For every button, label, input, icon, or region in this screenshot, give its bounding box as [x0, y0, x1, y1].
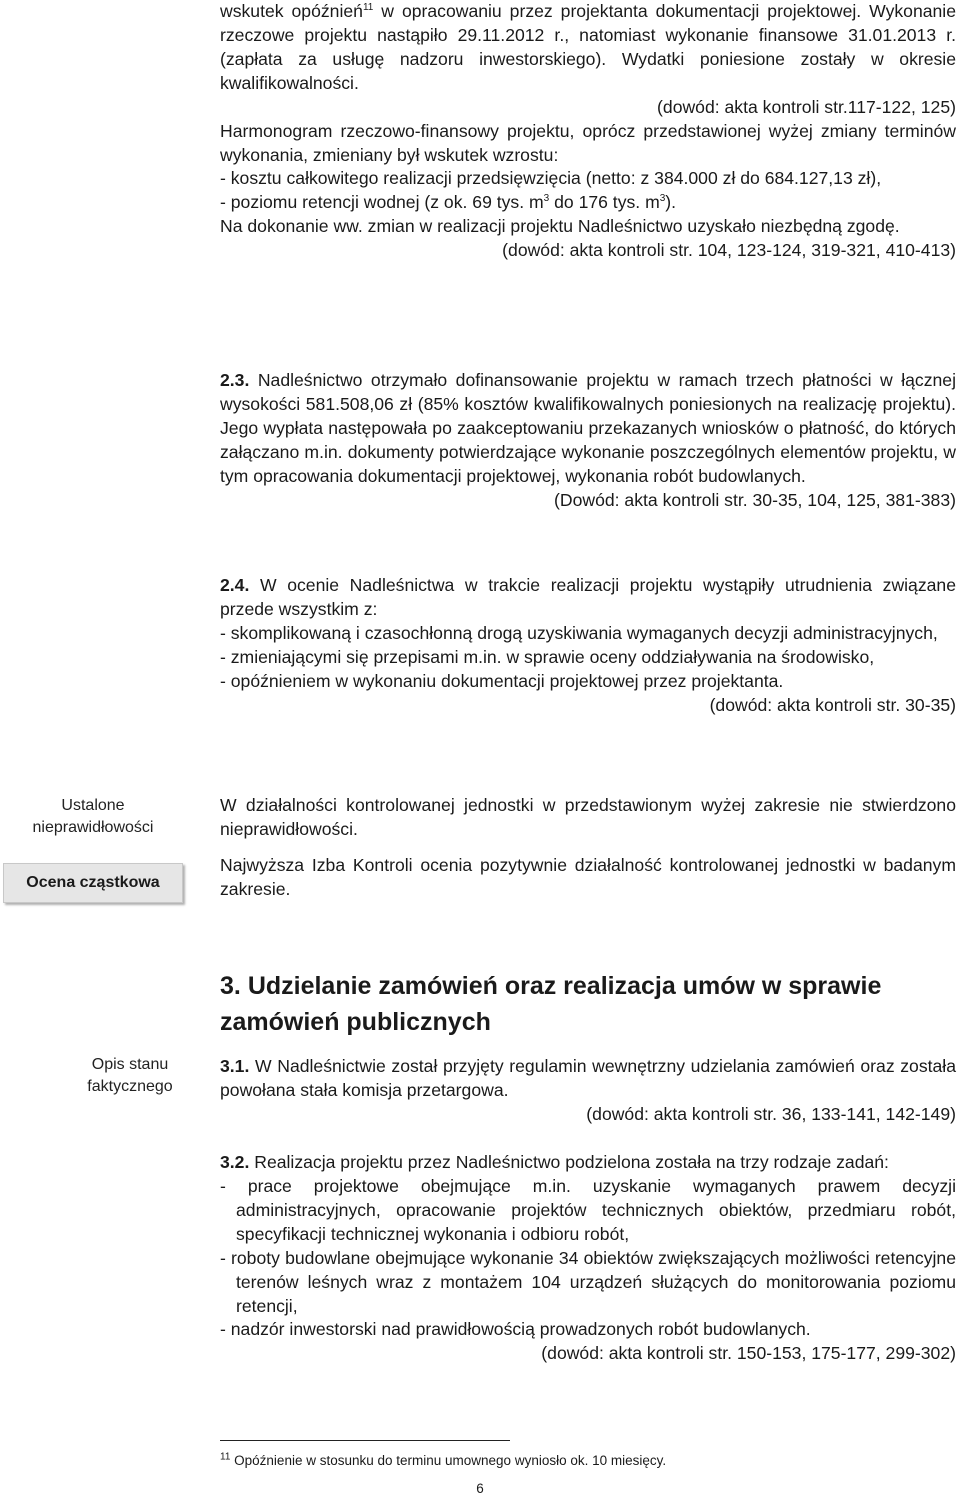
- evidence-ref: (dowód: akta kontroli str. 36, 133-141, 142-149): [586, 1103, 956, 1124]
- paragraph-consent: Na dokonanie ww. zmian w realizacji projektu Nadleśnictwo uzyskało niezbędną zgodę.: [220, 216, 900, 237]
- list-item: - roboty budowlane obejmujące wykonanie 34 obiektów zwiększających możliwości retencyjne terenów leśnych wraz z montażem 104 urządzeń służących do monitorowania poziomu retencji,: [220, 1247, 956, 1316]
- side-label-ocena: Ocena cząstkowa: [3, 863, 183, 903]
- page-number: 6: [476, 1481, 484, 1496]
- list-item: - skomplikowaną i czasochłonną drogą uzyskiwania wymaganych decyzji administracyjnych,: [220, 622, 938, 643]
- heading-text: Udzielanie zamówień oraz realizacja umów w sprawie zamówień publicznych: [220, 972, 882, 1037]
- paragraph: 3.1. W Nadleśnictwie został przyjęty regulamin wewnętrzny udzielania zamówień oraz została powołana stała komisja przetargowa.: [220, 1056, 956, 1100]
- paragraph: 3.2. Realizacja projektu przez Nadleśnictwo podzielona została na trzy rodzaje zadań:: [220, 1152, 889, 1172]
- section-number: 2.3.: [220, 370, 250, 390]
- evidence-ref: (dowód: akta kontroli str. 30-35): [709, 694, 956, 715]
- section-3-1: [220, 1055, 956, 1127]
- evidence-ref: (dowód: akta kontroli str. 104, 123-124, 319-321, 410-413): [502, 240, 956, 261]
- evidence-ref: (dowód: akta kontroli str.117-122, 125): [657, 96, 956, 117]
- section-2-4: [220, 574, 956, 718]
- side-label-opis: Opis stanu faktycznego: [87, 1056, 173, 1096]
- paragraph-no-irregularities: W działalności kontrolowanej jednostki w przedstawionym wyżej zakresie nie stwierdzono nieprawidłowości.: [220, 795, 956, 839]
- findings-block: [220, 794, 956, 902]
- paragraph: 2.3. Nadleśnictwo otrzymało dofinansowanie projektu w ramach trzech płatności w łącznej wysokości 581.508,06 zł (85% kosztów kwalifikowalnych poniesionych na realizację projektu). Jego wypłata następowała po zaakceptowaniu przekazanych wniosków o płatność, do których załączano m.in. dokumenty potwierdzające wykonanie poszczególnych elementów projektu, w tym opracowania dokumentacji projektowej, wykonania robót budowlanych.: [220, 370, 956, 486]
- section-number: 2.4.: [220, 575, 250, 595]
- section-number: 3.2.: [220, 1152, 250, 1172]
- footnote-number: 11: [220, 1451, 231, 1463]
- paragraph-delay: wskutek opóźnień$^{11}$ w opracowaniu przez projektanta dokumentacji projektowej. Wykonanie rzeczowe projektu nastąpiło 29.11.2012 r., natomiast wykonanie finansowe 31.01.2013 r. (zapłata za usługę nadzoru inwestorskiego). Wydatki poniesione zostały w okresie kwalifikowalności.: [220, 1, 956, 93]
- list-item: - poziomu retencji wodnej (z ok. 69 tys. $m^3$ do 176 tys. $m^3$).: [220, 192, 677, 213]
- list-item: - opóźnieniem w wykonaniu dokumentacji projektowej przez projektanta.: [220, 670, 784, 691]
- paragraph: 2.4. W ocenie Nadleśnictwa w trakcie realizacji projektu wystąpiły utrudnienia związane przede wszystkim z:: [220, 575, 956, 619]
- paragraph-assessment: Najwyższa Izba Kontroli ocenia pozytywnie działalność kontrolowanej jednostki w badanym zakresie.: [220, 854, 956, 899]
- evidence-ref: (dowód: akta kontroli str. 150-153, 175-177, 299-302): [541, 1343, 956, 1364]
- section-3-heading: [220, 968, 956, 1041]
- footnote-ref: 11: [362, 2, 374, 14]
- footnote-divider: [220, 1440, 510, 1441]
- list-item: - kosztu całkowitego realizacji przedsięwzięcia (netto: z 384.000 zł do 684.127,13 zł),: [220, 168, 882, 189]
- side-label-ustalone: Ustalone nieprawidłowości: [32, 797, 154, 837]
- heading-number: 3.: [220, 972, 241, 1000]
- evidence-ref: (Dowód: akta kontroli str. 30-35, 104, 125, 381-383): [554, 489, 956, 510]
- section-2-3: [220, 369, 956, 513]
- section-number: 3.1.: [220, 1056, 250, 1076]
- section-2-2-continuation: [220, 0, 956, 263]
- paragraph-harmonogram: Harmonogram rzeczowo-finansowy projektu, oprócz przedstawionej wyżej zmiany terminów wykonania, zmieniany był wskutek wzrostu:: [220, 120, 956, 165]
- section-3-2: [220, 1151, 956, 1366]
- footnote: [220, 1452, 956, 1470]
- list-item: - prace projektowe obejmujące m.in. uzyskanie wymaganych prawem decyzji administracyjnych, opracowanie projektów technicznych obiektów, przedmiaru robót, specyfikacji technicznej wykonania i odbioru robót,: [220, 1175, 956, 1244]
- list-item: - nadzór inwestorski nad prawidłowością prowadzonych robót budowlanych.: [220, 1319, 811, 1340]
- footnote-text: Opóźnienie w stosunku do terminu umownego wyniosło ok. 10 miesięcy.: [234, 1453, 667, 1468]
- list-item: - zmieniającymi się przepisami m.in. w sprawie oceny oddziaływania na środowisko,: [220, 646, 875, 667]
